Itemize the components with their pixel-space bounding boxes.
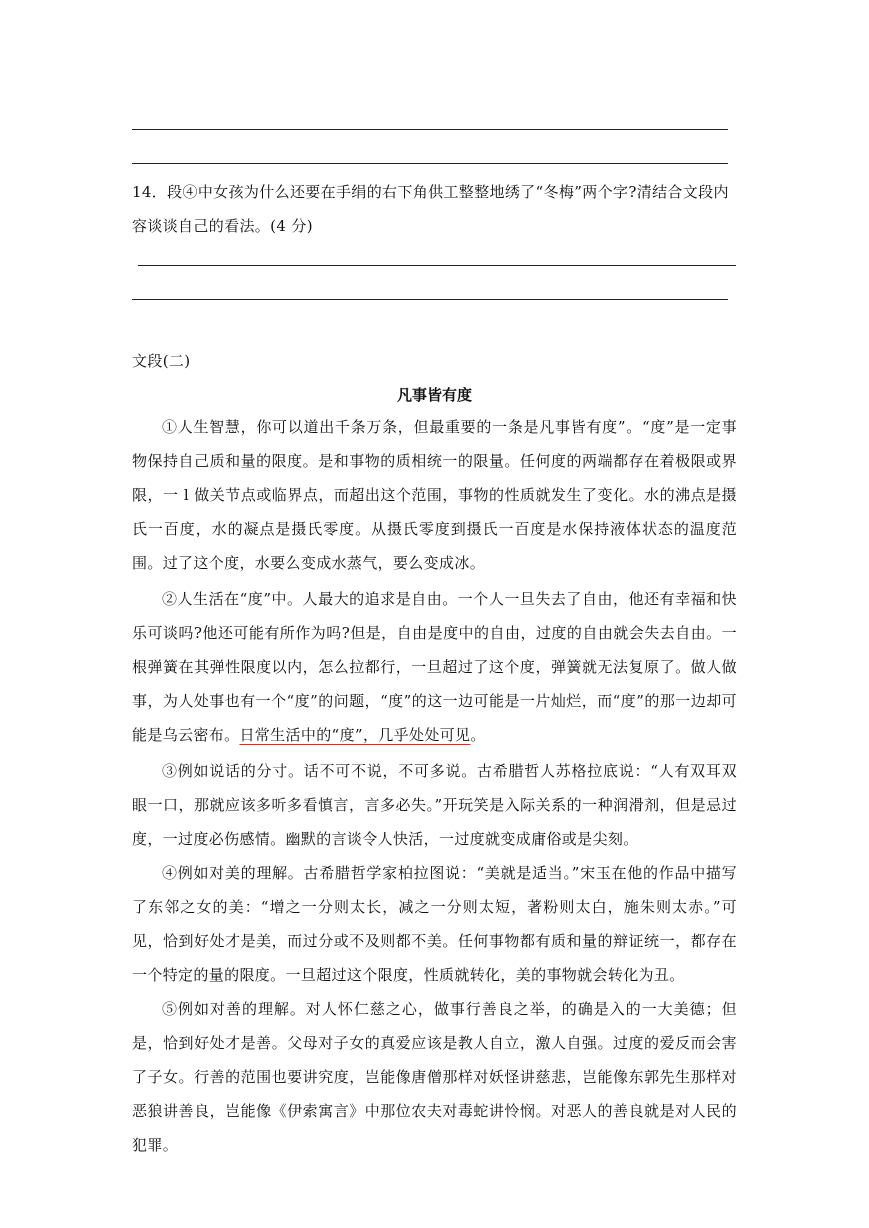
paragraph-3: ③例如说话的分寸。话不可不说，不可多说。古希腊哲人苏格拉底说：“人有双耳双眼一口，那就应该多听多看慎言，言多必失。”开玩笑是入际关系的一种润滑剂，但是忌过度，一过度必伤感情。幽默的言谈令人快活，一过度就变成庸俗或是尖刻。	[132, 762, 737, 848]
section-label: 文段(二)	[132, 352, 191, 370]
paragraph-1: ①人生智慧，你可以道出千条万条，但最重要的一条是凡事皆有度”。“度”是一定事物保持自己质和量的限度。是和事物的质相统一的限量。任何度的两端都存在着极限或界限，一 l 做关节点或临界点，而超出这个范围，事物的性质就发生了变化。水的沸点是摄氏一百度，水的凝点是摄氏零度。从摄氏零度到摄氏一百度是水保持液体状态的温度范围。过了这个度，水要么变成水蒸气，要么变成冰。	[132, 418, 737, 572]
answer-line	[132, 163, 728, 164]
answer-line	[138, 265, 736, 266]
paragraph-5: ⑤例如对善的理解。对人怀仁慈之心，做事行善良之举，的确是入的一大美德；但是，恰到好处才是善。父母对子女的真爱应该是教人自立，激人自强。过度的爱反而会害了子女。行善的范围也要讲究度，岂能像唐僧那样对妖怪讲慈悲，岂能像东郭先生那样对恶狼讲善良，岂能像《伊索寓言》中那位农夫对毒蛇讲怜悯。对恶人的善良就是对人民的犯罪。	[132, 1000, 737, 1154]
paragraph-4: ④例如对美的理解。古希腊哲学家柏拉图说：“美就是适当。”宋玉在他的作品中描写了东邻之女的美：“增之一分则太长，减之一分则太短，著粉则太白，施朱则太赤。”可见，恰到好处才是美，而过分或不及则都不美。任何事物都有质和量的辩证统一，都存在一个特定的量的限度。一旦超过这个限度，性质就转化，美的事物就会转化为丑。	[132, 864, 737, 984]
answer-line	[132, 299, 728, 300]
answer-line	[132, 129, 728, 130]
paragraph-2	[132, 582, 737, 752]
underlined-sentence: 日常生活中的“度”，几乎处处可见	[239, 726, 471, 744]
question-14-line-1: 14．段④中女孩为什么还要在手绢的右下角供工整整地绣了“冬梅”两个字?清结合文段内	[132, 183, 729, 201]
article-title: 凡事皆有度	[396, 386, 472, 404]
question-14-line-2: 容谈谈自己的看法。(4 分)	[132, 217, 313, 235]
paragraph-2-end: 。	[470, 726, 486, 744]
question-14	[132, 175, 737, 243]
paragraph-2-text: ②人生活在“度”中。人最大的追求是自由。一个人一旦失去了自由，他还有幸福和快乐可谈吗?他还可能有所作为吗?但是，自由是度中的自由，过度的自由就会失去自由。一根弹簧在其弹性限度以内，怎么拉都行，一旦超过了这个度，弹簧就无法复原了。做人做事，为人处事也有一个“度”的问题，“度”的这一边可能是一片灿烂，而“度”的那一边却可能是乌云密布。	[132, 590, 737, 744]
